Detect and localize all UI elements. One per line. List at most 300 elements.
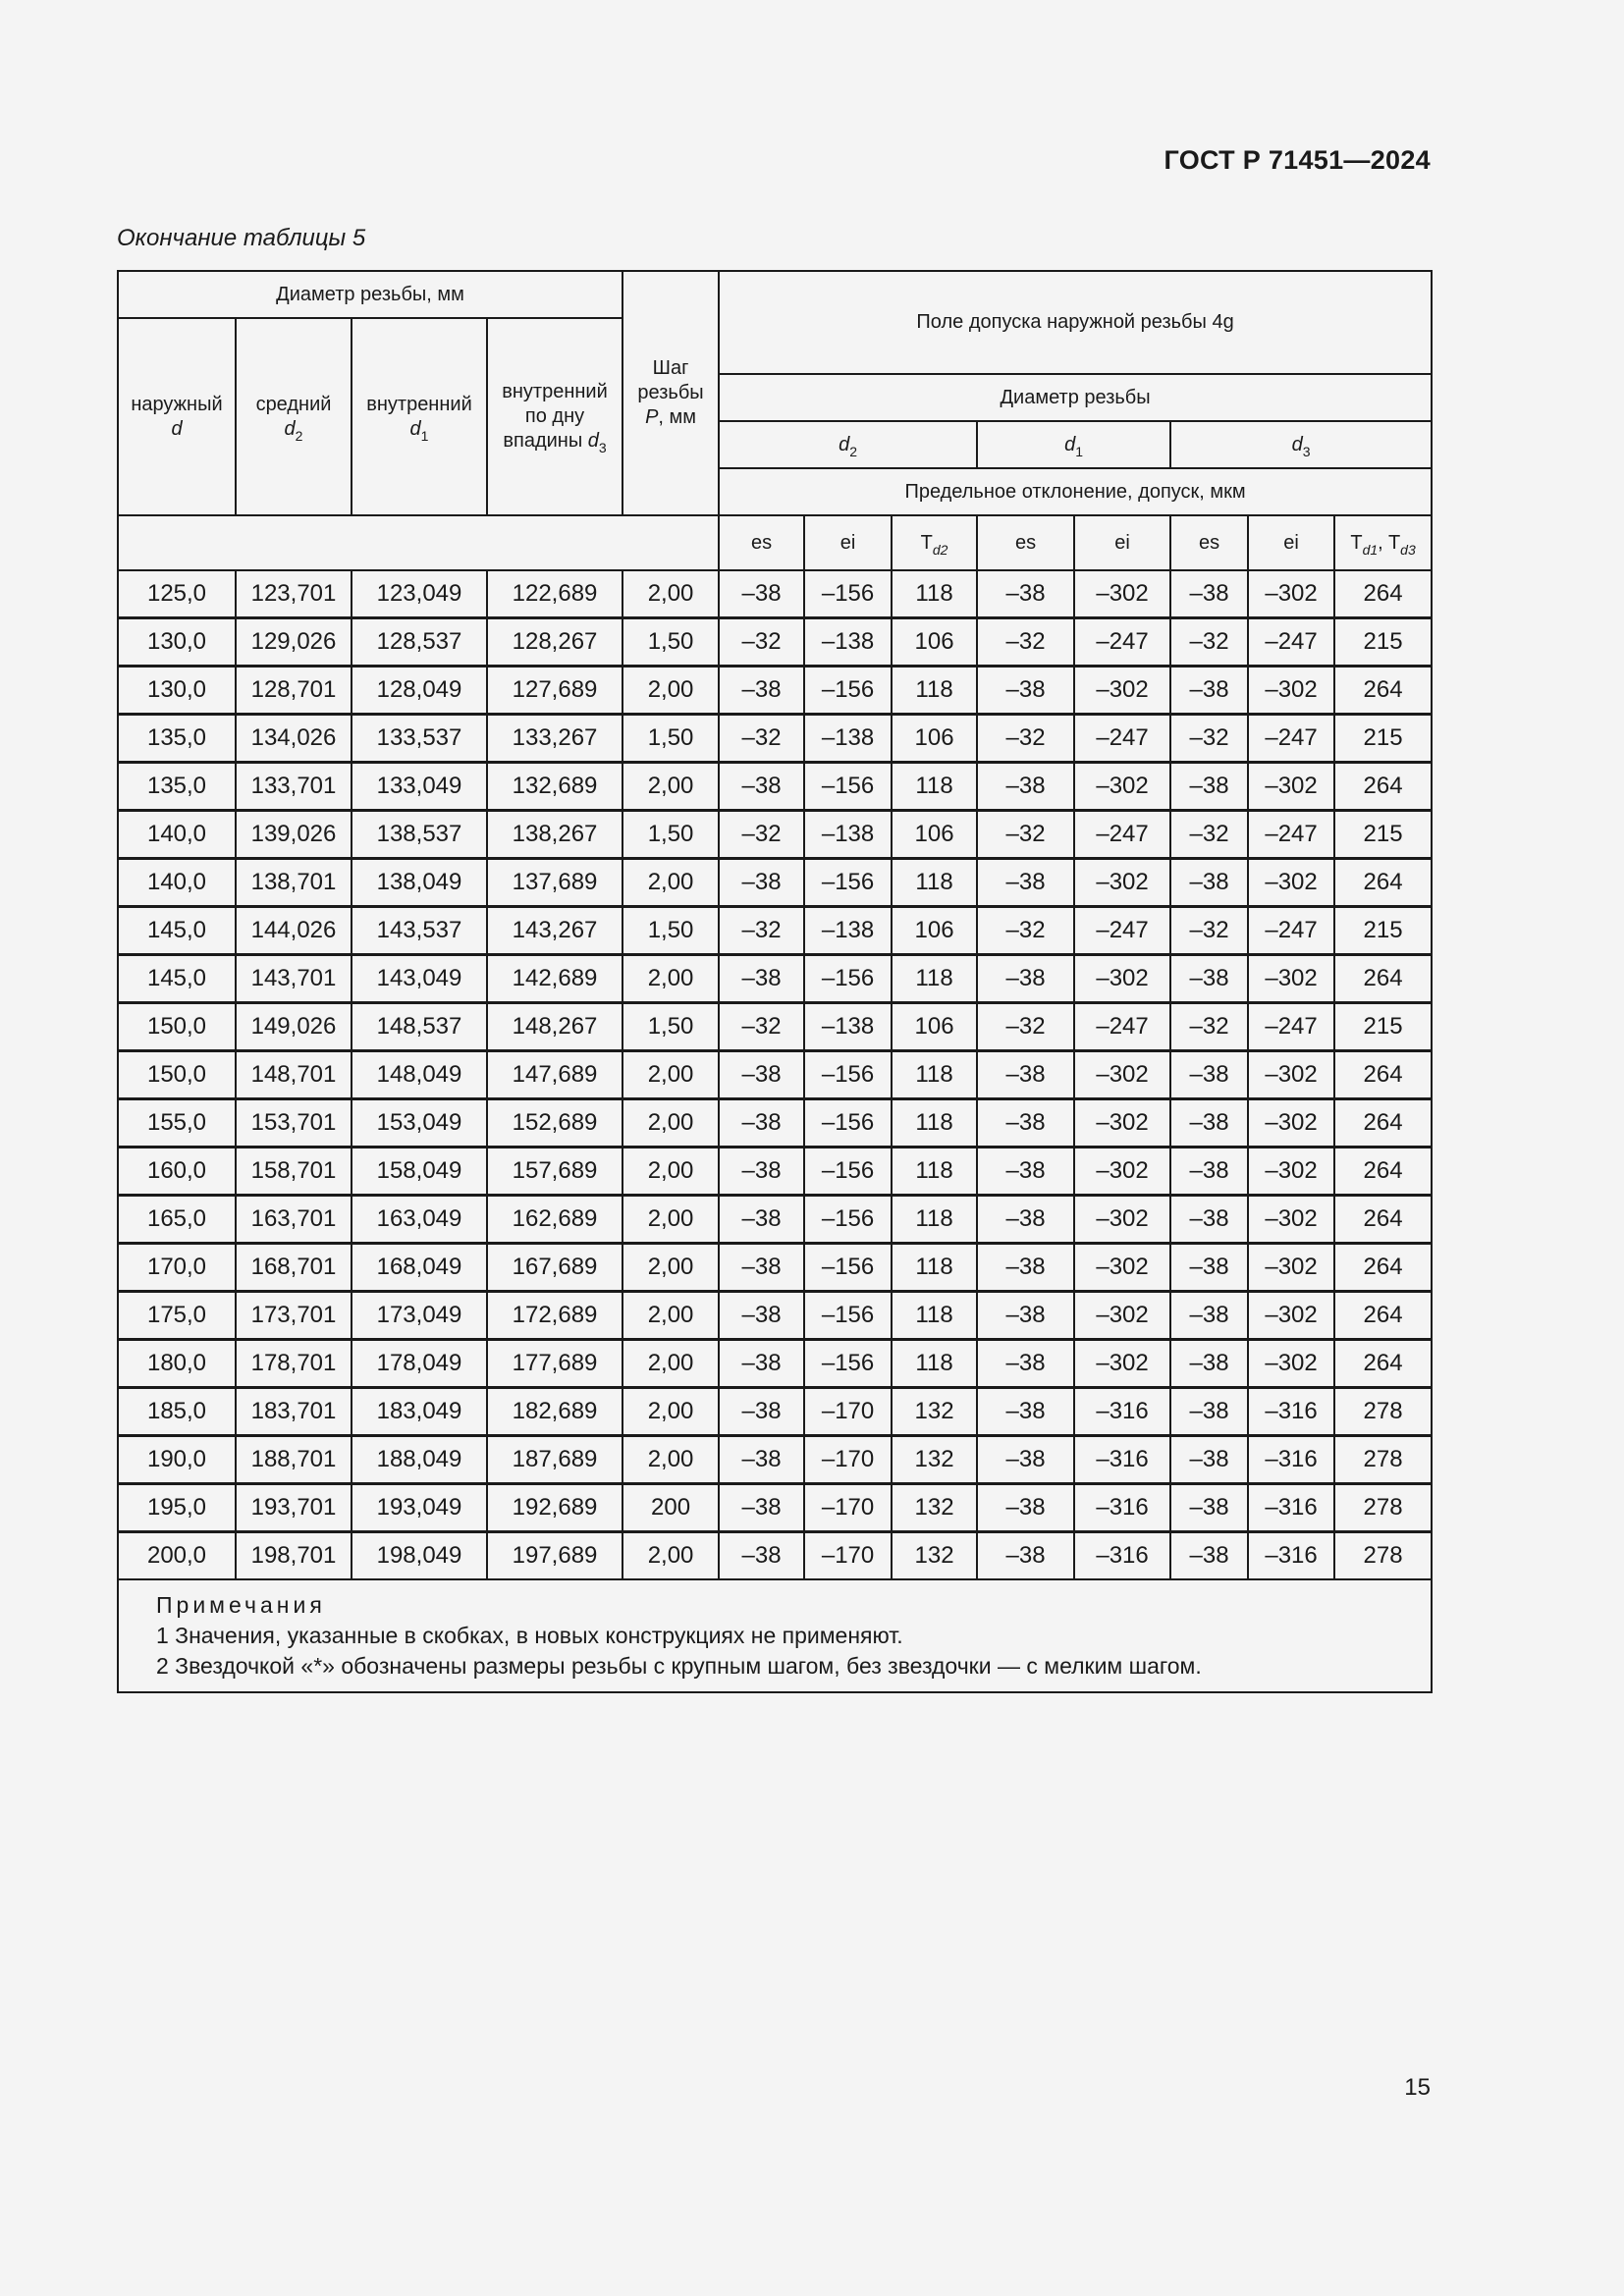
table-cell: –138 — [804, 715, 892, 763]
table-cell: 264 — [1334, 1148, 1432, 1196]
header-Td3-sub: d3 — [1400, 541, 1416, 558]
table-cell: 106 — [892, 1003, 977, 1051]
header-d3 — [1170, 421, 1432, 468]
table-cell: –156 — [804, 1051, 892, 1099]
table-row — [118, 811, 1432, 859]
table-cell: 168,701 — [236, 1244, 352, 1292]
table-cell: 132 — [892, 1436, 977, 1484]
table-cell: 2,00 — [623, 859, 719, 907]
table-cell: –316 — [1074, 1436, 1170, 1484]
table-cell: 192,689 — [487, 1484, 623, 1532]
table-cell: –32 — [1170, 618, 1248, 667]
table-cell: 2,00 — [623, 1244, 719, 1292]
table-cell: –38 — [719, 1532, 804, 1580]
table-cell: –302 — [1074, 1099, 1170, 1148]
table-cell: –156 — [804, 1340, 892, 1388]
table-cell: –316 — [1248, 1388, 1334, 1436]
table-cell: –156 — [804, 1148, 892, 1196]
header-Td2 — [892, 515, 977, 570]
table-cell: –316 — [1074, 1388, 1170, 1436]
table-cell: 106 — [892, 907, 977, 955]
table-cell: 193,701 — [236, 1484, 352, 1532]
table-cell: –32 — [719, 907, 804, 955]
table-cell: –38 — [1170, 763, 1248, 811]
table-cell: 138,537 — [352, 811, 487, 859]
table-cell: 2,00 — [623, 955, 719, 1003]
table-cell: 148,701 — [236, 1051, 352, 1099]
table-cell: –302 — [1248, 1196, 1334, 1244]
table-cell: 188,049 — [352, 1436, 487, 1484]
table-cell: –38 — [1170, 570, 1248, 618]
table-cell: 1,50 — [623, 811, 719, 859]
table-cell: 138,267 — [487, 811, 623, 859]
table-cell: 264 — [1334, 570, 1432, 618]
table-cell: –302 — [1248, 1292, 1334, 1340]
table-cell: 128,267 — [487, 618, 623, 667]
table-cell: –302 — [1074, 1051, 1170, 1099]
table-cell: 2,00 — [623, 1340, 719, 1388]
table-cell: –302 — [1074, 955, 1170, 1003]
table-cell: 153,701 — [236, 1099, 352, 1148]
table-cell: 215 — [1334, 1003, 1432, 1051]
header-Td-comma: , — [1378, 531, 1388, 554]
table-cell: –38 — [719, 955, 804, 1003]
header-d3-sub: 3 — [1302, 443, 1311, 459]
table-cell: 264 — [1334, 1340, 1432, 1388]
table-cell: 157,689 — [487, 1148, 623, 1196]
table-cell: –156 — [804, 955, 892, 1003]
table-cell: 197,689 — [487, 1532, 623, 1580]
table-cell: 190,0 — [118, 1436, 236, 1484]
table-cell: –302 — [1074, 1196, 1170, 1244]
table-cell: 172,689 — [487, 1292, 623, 1340]
table-cell: 158,701 — [236, 1148, 352, 1196]
table-cell: –247 — [1074, 811, 1170, 859]
table-cell: –316 — [1074, 1532, 1170, 1580]
table-cell: 106 — [892, 618, 977, 667]
header-d3-symbol: d — [1291, 433, 1303, 455]
table-cell: 150,0 — [118, 1003, 236, 1051]
table-cell: –316 — [1074, 1484, 1170, 1532]
table-cell: –138 — [804, 811, 892, 859]
header-inner-diameter — [352, 318, 487, 515]
table-cell: 122,689 — [487, 570, 623, 618]
table-cell: 278 — [1334, 1436, 1432, 1484]
header-Td1-Td3 — [1334, 515, 1432, 570]
table-cell: –38 — [719, 763, 804, 811]
header-Td2-sub: d2 — [932, 541, 948, 558]
table-cell: 137,689 — [487, 859, 623, 907]
table-row — [118, 1196, 1432, 1244]
header-d1-sub: 1 — [1075, 443, 1083, 459]
table-cell: 118 — [892, 955, 977, 1003]
table-cell: 264 — [1334, 763, 1432, 811]
header-middle-diameter — [236, 318, 352, 515]
table-cell: –38 — [977, 570, 1074, 618]
table-cell: –170 — [804, 1484, 892, 1532]
table-cell: 264 — [1334, 859, 1432, 907]
table-cell: –38 — [1170, 1532, 1248, 1580]
table-row — [118, 955, 1432, 1003]
table-cell: –38 — [719, 1099, 804, 1148]
table-row — [118, 1099, 1432, 1148]
table-cell: –138 — [804, 618, 892, 667]
table-cell: –38 — [1170, 1436, 1248, 1484]
header-middle-symbol: d — [284, 417, 296, 440]
header-outer-diameter — [118, 318, 236, 515]
table-cell: –38 — [977, 859, 1074, 907]
header-d1-es: es — [977, 515, 1074, 570]
table-cell: 158,049 — [352, 1148, 487, 1196]
header-root-line2: по дну — [524, 405, 585, 427]
table-cell: –247 — [1074, 618, 1170, 667]
table-cell: 178,701 — [236, 1340, 352, 1388]
table-cell: 138,701 — [236, 859, 352, 907]
table-cell: –302 — [1248, 1244, 1334, 1292]
header-d2-es: es — [719, 515, 804, 570]
table-cell: –38 — [1170, 1099, 1248, 1148]
table-cell: 140,0 — [118, 859, 236, 907]
header-spacer — [118, 515, 719, 570]
header-root-diameter — [487, 318, 623, 515]
table-cell: 127,689 — [487, 667, 623, 715]
notes-title: Примечания — [156, 1592, 326, 1618]
table-cell: 128,537 — [352, 618, 487, 667]
table-cell: 215 — [1334, 618, 1432, 667]
table-cell: 160,0 — [118, 1148, 236, 1196]
table-cell: –32 — [719, 811, 804, 859]
table-cell: –38 — [977, 1484, 1074, 1532]
table-caption: Окончание таблицы 5 — [117, 225, 366, 251]
table-cell: 128,049 — [352, 667, 487, 715]
header-root-symbol: d — [587, 430, 599, 452]
table-cell: –38 — [1170, 1196, 1248, 1244]
table-cell: –38 — [1170, 955, 1248, 1003]
table-cell: –38 — [719, 1340, 804, 1388]
table-cell: 133,701 — [236, 763, 352, 811]
table-cell: 130,0 — [118, 667, 236, 715]
table-cell: –38 — [977, 1051, 1074, 1099]
table-cell: 139,026 — [236, 811, 352, 859]
table-cell: 118 — [892, 1292, 977, 1340]
table-cell: –138 — [804, 907, 892, 955]
table-cell: 193,049 — [352, 1484, 487, 1532]
table-cell: 118 — [892, 1340, 977, 1388]
table-cell: 183,701 — [236, 1388, 352, 1436]
table-cell: 264 — [1334, 1196, 1432, 1244]
header-middle-sub: 2 — [295, 427, 303, 444]
note-item: 1 Значения, указанные в скобках, в новых конструкциях не применяют. — [156, 1623, 903, 1648]
table-cell: 278 — [1334, 1532, 1432, 1580]
table-cell: –316 — [1248, 1436, 1334, 1484]
note-item: 2 Звездочкой «*» обозначены размеры резьбы с крупным шагом, без звездочки — с мелким шагом. — [156, 1653, 1202, 1679]
table-cell: 198,049 — [352, 1532, 487, 1580]
table-row — [118, 1388, 1432, 1436]
table-cell: 188,701 — [236, 1436, 352, 1484]
table-cell: 133,537 — [352, 715, 487, 763]
table-cell: 2,00 — [623, 1099, 719, 1148]
table-cell: 264 — [1334, 667, 1432, 715]
header-inner-label: внутренний — [366, 393, 472, 415]
table-cell: –38 — [719, 1388, 804, 1436]
table-cell: –38 — [1170, 1148, 1248, 1196]
table-row — [118, 1532, 1432, 1580]
header-d2-ei: ei — [804, 515, 892, 570]
table-cell: –156 — [804, 570, 892, 618]
header-Td1-T: T — [1350, 531, 1363, 554]
thread-tolerance-table — [117, 270, 1433, 1693]
table-cell: 142,689 — [487, 955, 623, 1003]
header-d3-es: es — [1170, 515, 1248, 570]
table-cell: 148,049 — [352, 1051, 487, 1099]
header-Td1-sub: d1 — [1362, 541, 1379, 558]
table-cell: –32 — [977, 618, 1074, 667]
table-cell: 123,049 — [352, 570, 487, 618]
table-cell: 163,701 — [236, 1196, 352, 1244]
table-cell: –170 — [804, 1388, 892, 1436]
table-cell: –32 — [977, 811, 1074, 859]
table-row — [118, 1148, 1432, 1196]
table-cell: –156 — [804, 859, 892, 907]
table-cell: 2,00 — [623, 1388, 719, 1436]
table-cell: –302 — [1248, 1051, 1334, 1099]
header-middle-label: средний — [255, 393, 332, 415]
table-cell: 168,049 — [352, 1244, 487, 1292]
table-cell: –38 — [977, 667, 1074, 715]
table-cell: –302 — [1248, 955, 1334, 1003]
table-cell: 147,689 — [487, 1051, 623, 1099]
table-cell: –38 — [1170, 1388, 1248, 1436]
table-cell: –156 — [804, 1292, 892, 1340]
table-row — [118, 859, 1432, 907]
table-cell: 134,026 — [236, 715, 352, 763]
table-cell: 135,0 — [118, 715, 236, 763]
table-cell: 165,0 — [118, 1196, 236, 1244]
table-cell: 2,00 — [623, 570, 719, 618]
header-Td3-T: T — [1387, 531, 1401, 554]
table-cell: –138 — [804, 1003, 892, 1051]
table-cell: 215 — [1334, 907, 1432, 955]
document-standard-number: ГОСТ Р 71451—2024 — [1164, 145, 1431, 175]
table-cell: 180,0 — [118, 1340, 236, 1388]
table-cell: –38 — [977, 763, 1074, 811]
table-cell: 129,026 — [236, 618, 352, 667]
table-cell: –302 — [1074, 859, 1170, 907]
table-cell: 264 — [1334, 1051, 1432, 1099]
table-cell: –38 — [719, 1436, 804, 1484]
table-cell: 278 — [1334, 1388, 1432, 1436]
table-row — [118, 1051, 1432, 1099]
table-cell: –38 — [977, 1196, 1074, 1244]
table-cell: 185,0 — [118, 1388, 236, 1436]
table-cell: 200,0 — [118, 1532, 236, 1580]
table-cell: –302 — [1248, 859, 1334, 907]
table-cell: –170 — [804, 1532, 892, 1580]
table-cell: –38 — [719, 1196, 804, 1244]
table-cell: 118 — [892, 1196, 977, 1244]
table-cell: –38 — [719, 570, 804, 618]
table-cell: –247 — [1074, 1003, 1170, 1051]
table-cell: 264 — [1334, 1244, 1432, 1292]
table-cell: 106 — [892, 811, 977, 859]
table-cell: 187,689 — [487, 1436, 623, 1484]
table-cell: –38 — [977, 1340, 1074, 1388]
table-cell: 118 — [892, 667, 977, 715]
table-cell: 148,267 — [487, 1003, 623, 1051]
table-cell: –156 — [804, 1196, 892, 1244]
table-cell: –38 — [719, 1148, 804, 1196]
table-cell: 130,0 — [118, 618, 236, 667]
header-root-line1: внутренний — [502, 381, 608, 402]
header-Td2-T: T — [920, 531, 933, 554]
table-cell: 149,026 — [236, 1003, 352, 1051]
table-cell: 200 — [623, 1484, 719, 1532]
table-cell: –38 — [1170, 1051, 1248, 1099]
table-cell: –32 — [977, 1003, 1074, 1051]
table-cell: –32 — [719, 1003, 804, 1051]
table-cell: –38 — [977, 1292, 1074, 1340]
table-cell: 153,049 — [352, 1099, 487, 1148]
table-cell: 118 — [892, 1099, 977, 1148]
table-cell: –302 — [1248, 1099, 1334, 1148]
table-cell: –38 — [1170, 1340, 1248, 1388]
table-cell: 123,701 — [236, 570, 352, 618]
table-cell: –316 — [1248, 1484, 1334, 1532]
table-row — [118, 667, 1432, 715]
table-cell: 128,701 — [236, 667, 352, 715]
table-cell: 183,049 — [352, 1388, 487, 1436]
table-cell: –38 — [977, 955, 1074, 1003]
table-cell: –302 — [1074, 570, 1170, 618]
table-cell: 138,049 — [352, 859, 487, 907]
table-cell: –38 — [1170, 667, 1248, 715]
table-cell: –302 — [1074, 1340, 1170, 1388]
table-cell: –32 — [977, 715, 1074, 763]
table-cell: –302 — [1074, 667, 1170, 715]
table-row — [118, 715, 1432, 763]
header-d2-symbol: d — [839, 433, 850, 455]
table-cell: –156 — [804, 1244, 892, 1292]
table-cell: 132 — [892, 1388, 977, 1436]
header-pitch-symbol: P — [645, 406, 659, 428]
table-cell: 155,0 — [118, 1099, 236, 1148]
table-cell: 140,0 — [118, 811, 236, 859]
table-cell: –316 — [1248, 1532, 1334, 1580]
table-cell: 145,0 — [118, 955, 236, 1003]
table-cell: –247 — [1248, 1003, 1334, 1051]
header-pitch-line2: резьбы — [637, 382, 704, 403]
table-cell: –302 — [1074, 763, 1170, 811]
table-cell: –32 — [1170, 907, 1248, 955]
table-cell: –32 — [1170, 715, 1248, 763]
table-cell: 215 — [1334, 715, 1432, 763]
table-cell: 163,049 — [352, 1196, 487, 1244]
table-row — [118, 1340, 1432, 1388]
table-cell: 278 — [1334, 1484, 1432, 1532]
table-cell: 264 — [1334, 955, 1432, 1003]
table-cell: 264 — [1334, 1292, 1432, 1340]
header-d2-sub: 2 — [849, 443, 857, 459]
table-cell: –32 — [719, 618, 804, 667]
table-cell: 118 — [892, 763, 977, 811]
table-cell: –247 — [1248, 811, 1334, 859]
header-d1-ei: ei — [1074, 515, 1170, 570]
table-cell: –38 — [1170, 1484, 1248, 1532]
table-header — [118, 271, 1432, 570]
header-d1-symbol: d — [1064, 433, 1076, 455]
table-cell: –170 — [804, 1436, 892, 1484]
table-cell: –302 — [1248, 570, 1334, 618]
table-cell: –302 — [1248, 1340, 1334, 1388]
table-cell: 198,701 — [236, 1532, 352, 1580]
table-cell: –38 — [977, 1436, 1074, 1484]
table-cell: –32 — [1170, 811, 1248, 859]
header-thread-diameter: Диаметр резьбы — [719, 374, 1432, 421]
table-row — [118, 907, 1432, 955]
table-cell: 135,0 — [118, 763, 236, 811]
table-cell: 106 — [892, 715, 977, 763]
table-cell: –38 — [719, 1244, 804, 1292]
table-cell: 118 — [892, 1148, 977, 1196]
table-cell: 132,689 — [487, 763, 623, 811]
table-cell: 215 — [1334, 811, 1432, 859]
table-row — [118, 1292, 1432, 1340]
table-cell: 143,537 — [352, 907, 487, 955]
table-cell: 132 — [892, 1484, 977, 1532]
table-cell: –38 — [977, 1388, 1074, 1436]
table-row — [118, 1244, 1432, 1292]
table-cell: 118 — [892, 570, 977, 618]
header-outer-label: наружный — [131, 393, 223, 415]
table-cell: –302 — [1248, 667, 1334, 715]
table-cell: 144,026 — [236, 907, 352, 955]
table-cell: 2,00 — [623, 1436, 719, 1484]
table-cell: 162,689 — [487, 1196, 623, 1244]
table-body — [118, 570, 1432, 1579]
header-pitch-unit: , мм — [658, 406, 697, 428]
header-d1 — [977, 421, 1170, 468]
table-cell: 177,689 — [487, 1340, 623, 1388]
table-cell: –38 — [719, 1484, 804, 1532]
table-cell: –302 — [1248, 1148, 1334, 1196]
table-cell: –156 — [804, 667, 892, 715]
table-cell: –302 — [1074, 1244, 1170, 1292]
header-inner-symbol: d — [409, 417, 421, 440]
table-cell: 2,00 — [623, 1292, 719, 1340]
table-cell: 195,0 — [118, 1484, 236, 1532]
header-pitch — [623, 271, 719, 515]
header-outer-symbol: d — [171, 417, 183, 440]
table-cell: 170,0 — [118, 1244, 236, 1292]
table-cell: –247 — [1074, 715, 1170, 763]
table-cell: –38 — [977, 1244, 1074, 1292]
table-cell: 2,00 — [623, 763, 719, 811]
table-cell: 143,267 — [487, 907, 623, 955]
header-tolerance-field: Поле допуска наружной резьбы 4g — [719, 271, 1432, 374]
table-cell: 1,50 — [623, 907, 719, 955]
table-cell: –247 — [1248, 907, 1334, 955]
table-cell: 145,0 — [118, 907, 236, 955]
header-inner-sub: 1 — [420, 427, 429, 444]
table-cell: 2,00 — [623, 667, 719, 715]
table-cell: 2,00 — [623, 1051, 719, 1099]
table-cell: 132 — [892, 1532, 977, 1580]
table-cell: –247 — [1248, 618, 1334, 667]
table-cell: –32 — [719, 715, 804, 763]
table-cell: 133,049 — [352, 763, 487, 811]
table-row — [118, 618, 1432, 667]
table-cell: –302 — [1248, 763, 1334, 811]
